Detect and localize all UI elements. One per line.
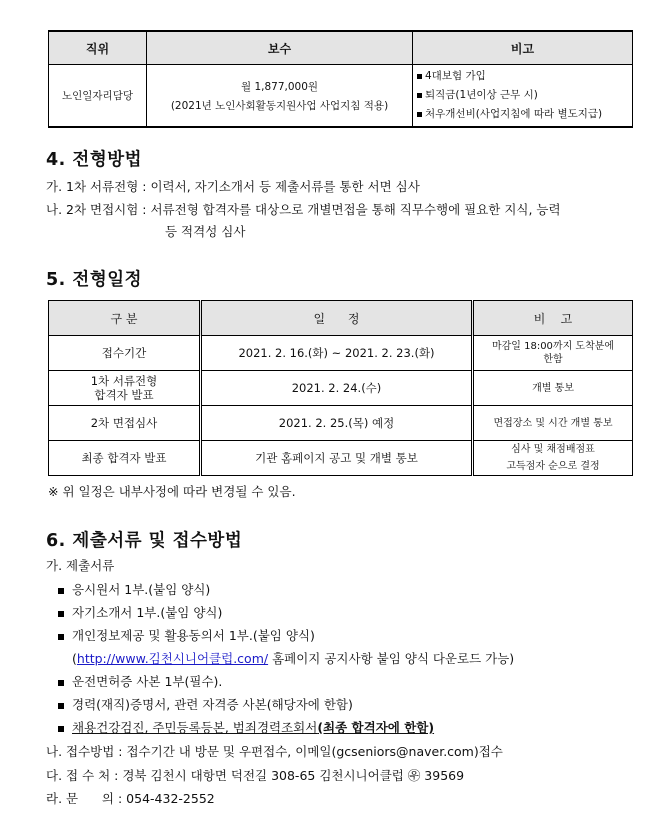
row-note: 면접장소 및 시간 개별 통보 bbox=[473, 406, 633, 441]
list-item: 퇴직금(1년이상 근무 시) bbox=[417, 86, 628, 105]
square-bullet-icon bbox=[417, 112, 422, 117]
salary-amount: 월 1,877,000원 bbox=[240, 80, 319, 93]
table-row bbox=[49, 336, 633, 371]
row-label: 최종 합격자 발표 bbox=[49, 441, 201, 476]
header-remark: 비 고 bbox=[473, 301, 633, 336]
square-bullet-icon bbox=[58, 611, 64, 617]
schedule-table-header bbox=[49, 301, 633, 336]
list-item: 4대보험 가입 bbox=[417, 67, 628, 86]
row-note: 마감일 18:00까지 도착분에 한함 bbox=[473, 336, 633, 371]
row-note: 심사 및 채점배점표 고득점자 순으로 결정 bbox=[473, 441, 633, 476]
section4-item-b-line2: 등 적격성 심사 bbox=[165, 224, 246, 239]
section6-title: 6. 제출서류 및 접수방법 bbox=[46, 531, 243, 551]
square-bullet-icon bbox=[58, 726, 64, 732]
section6-sub-b: 나. 접수방법 : 접수기간 내 방문 및 우편접수, 이메일(gcseniors@naver.com)접수 bbox=[46, 744, 503, 759]
salary-basis: (2021년 노인사회활동지원사업 사업지침 적용) bbox=[170, 99, 389, 112]
square-bullet-icon bbox=[417, 93, 422, 98]
header-category: 구 분 bbox=[49, 301, 201, 336]
list-item: 개인정보제공 및 활용동의서 1부.(붙임 양식) bbox=[58, 626, 315, 644]
schedule-footnote: ※ 위 일정은 내부사정에 따라 변경될 수 있음. bbox=[48, 484, 296, 499]
schedule-table bbox=[48, 300, 633, 476]
header-salary: 보수 bbox=[147, 31, 413, 65]
square-bullet-icon bbox=[417, 74, 422, 79]
salary-table bbox=[48, 30, 633, 128]
section4-title: 4. 전형방법 bbox=[46, 150, 143, 170]
list-item: 처우개선비(사업지침에 따라 별도지급) bbox=[417, 105, 628, 124]
header-notes: 비고 bbox=[413, 31, 633, 65]
section4-item-a: 가. 1차 서류전형 : 이력서, 자기소개서 등 제출서류를 통한 서면 심사 bbox=[46, 179, 420, 194]
row-date: 2021. 2. 25.(목) 예정 bbox=[201, 406, 473, 441]
row-date: 2021. 2. 24.(수) bbox=[201, 371, 473, 406]
header-position: 직위 bbox=[49, 31, 147, 65]
salary-table-header bbox=[49, 31, 633, 65]
row-label: 2차 면접심사 bbox=[49, 406, 201, 441]
square-bullet-icon bbox=[58, 634, 64, 640]
section6-sub-a: 가. 제출서류 bbox=[46, 558, 115, 573]
square-bullet-icon bbox=[58, 703, 64, 709]
section6-sub-c: 다. 접 수 처 : 경북 김천시 대항면 덕전길 308-65 김천시니어클럽 ㉾ 39569 bbox=[46, 768, 465, 783]
table-row bbox=[49, 65, 633, 128]
download-line: (http://www.김천시니어클럽.com/ 홈페이지 공지사항 붙임 양식 다운로드 가능) bbox=[72, 651, 515, 666]
row-note: 개별 통보 bbox=[473, 371, 633, 406]
website-link[interactable]: http://www.김천시니어클럽.com/ bbox=[76, 651, 269, 666]
row-label: 접수기간 bbox=[49, 336, 201, 371]
list-item: 자기소개서 1부.(붙임 양식) bbox=[58, 603, 222, 621]
list-item: 경력(재직)증명서, 관련 자격증 사본(해당자에 한함) bbox=[58, 695, 353, 713]
table-row bbox=[49, 441, 633, 476]
square-bullet-icon bbox=[58, 588, 64, 594]
table-row bbox=[49, 406, 633, 441]
section4-item-b-line1: 나. 2차 면접시험 : 서류전형 합격자를 대상으로 개별면접을 통해 직무수행에 필요한 지식, 능력 bbox=[46, 202, 561, 217]
row-date: 기관 홈페이지 공고 및 개별 통보 bbox=[201, 441, 473, 476]
row-label: 1차 서류전형 합격자 발표 bbox=[49, 371, 201, 406]
table-row bbox=[49, 371, 633, 406]
list-item: 채용건강검진, 주민등록등본, 범죄경력조회서(최종 합격자에 한함) bbox=[58, 718, 434, 736]
row-date: 2021. 2. 16.(화) ~ 2021. 2. 23.(화) bbox=[201, 336, 473, 371]
section6-sub-d: 라. 문 의 : 054-432-2552 bbox=[46, 791, 215, 806]
header-schedule: 일 정 bbox=[201, 301, 473, 336]
notes-cell bbox=[413, 65, 633, 128]
list-item: 응시원서 1부.(붙임 양식) bbox=[58, 580, 210, 598]
position-cell: 노인일자리담당 bbox=[49, 65, 147, 128]
square-bullet-icon bbox=[58, 680, 64, 686]
salary-cell bbox=[147, 65, 413, 128]
section5-title: 5. 전형일정 bbox=[46, 270, 143, 290]
list-item: 운전면허증 사본 1부(필수). bbox=[58, 672, 222, 690]
